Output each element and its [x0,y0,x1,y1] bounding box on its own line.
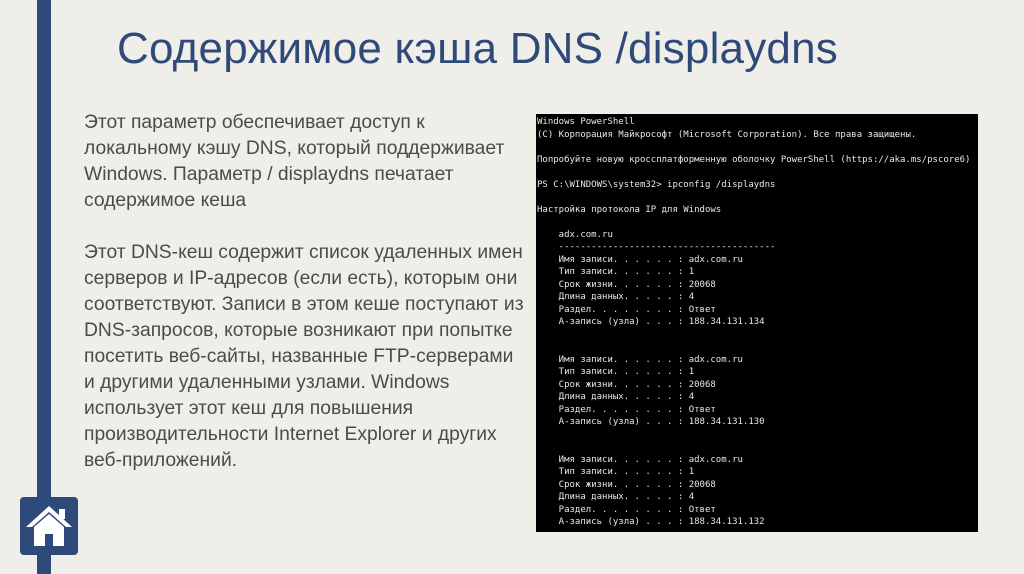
slide-body [84,110,529,474]
terminal-line [537,166,978,179]
terminal-line: A-запись (узла) . . . : 188.34.131.134 [537,317,765,327]
terminal-line: A-запись (узла) . . . : 188.34.131.130 [537,417,765,427]
home-icon [24,503,74,549]
terminal-line: ---------------------------------------- [537,242,776,252]
terminal-line [537,341,978,354]
terminal-line: Срок жизни. . . . . . : 20068 [537,379,716,390]
terminal-line: Срок жизни. . . . . . : 20068 [537,479,716,490]
terminal-line: Раздел. . . . . . . . : Ответ [537,304,716,315]
terminal-line: Длина данных. . . . . : 4 [537,492,695,502]
terminal-line [537,191,978,204]
powershell-output-screenshot [536,114,978,532]
terminal-line: Тип записи. . . . . . : 1 [537,367,695,377]
terminal-line: PS C:\WINDOWS\system32> ipconfig /displaydns [537,179,776,190]
slide-title: Содержимое кэша DNS /displaydns [117,24,838,73]
terminal-line: Попробуйте новую кроссплатформенную оболочку PowerShell (https://aka.ms/pscore6) [537,154,971,165]
home-button[interactable] [20,497,78,555]
terminal-line [537,329,978,342]
terminal-line: Имя записи. . . . . . : adx.com.ru [537,454,743,465]
terminal-line [537,441,978,454]
terminal-line: Раздел. . . . . . . . : Ответ [537,504,716,515]
terminal-line: Тип записи. . . . . . : 1 [537,467,695,477]
terminal-line: Тип записи. . . . . . : 1 [537,267,695,277]
terminal-line: (С) Корпорация Майкрософт (Microsoft Corporation). Все права защищены. [537,129,917,140]
terminal-line: Длина данных. . . . . : 4 [537,392,695,402]
terminal-line: Имя записи. . . . . . : adx.com.ru [537,254,743,265]
paragraph-1: Этот параметр обеспечивает доступ к локальному кэшу DNS, который поддерживает Windows. Параметр / displaydns печатает содержимое кеша [84,112,505,211]
terminal-line: Имя записи. . . . . . : adx.com.ru [537,354,743,365]
paragraph-2: Этот DNS-кеш содержит список удаленных имен серверов и IP-адресов (если есть), которым они соответствуют. Записи в этом кеше поступают из DNS-запросов, которые возникают при попытке посетить веб-сайты, названные FTP-серверами и другими удаленными узлами. Windows использует этот кеш для повышения производительности Internet Explorer и других веб-приложений. [84,242,524,471]
terminal-line: Windows PowerShell [537,117,635,127]
terminal-line [537,216,978,229]
terminal-line: adx.com.ru [537,229,613,240]
side-accent-bar [37,0,51,574]
terminal-line: A-запись (узла) . . . : 188.34.131.132 [537,517,765,527]
terminal-line: Раздел. . . . . . . . : Ответ [537,404,716,415]
terminal-line [537,141,978,154]
terminal-line: Срок жизни. . . . . . : 20068 [537,279,716,290]
terminal-line: Настройка протокола IP для Windows [537,204,722,215]
terminal-line [537,429,978,442]
terminal-line: Длина данных. . . . . : 4 [537,292,695,302]
